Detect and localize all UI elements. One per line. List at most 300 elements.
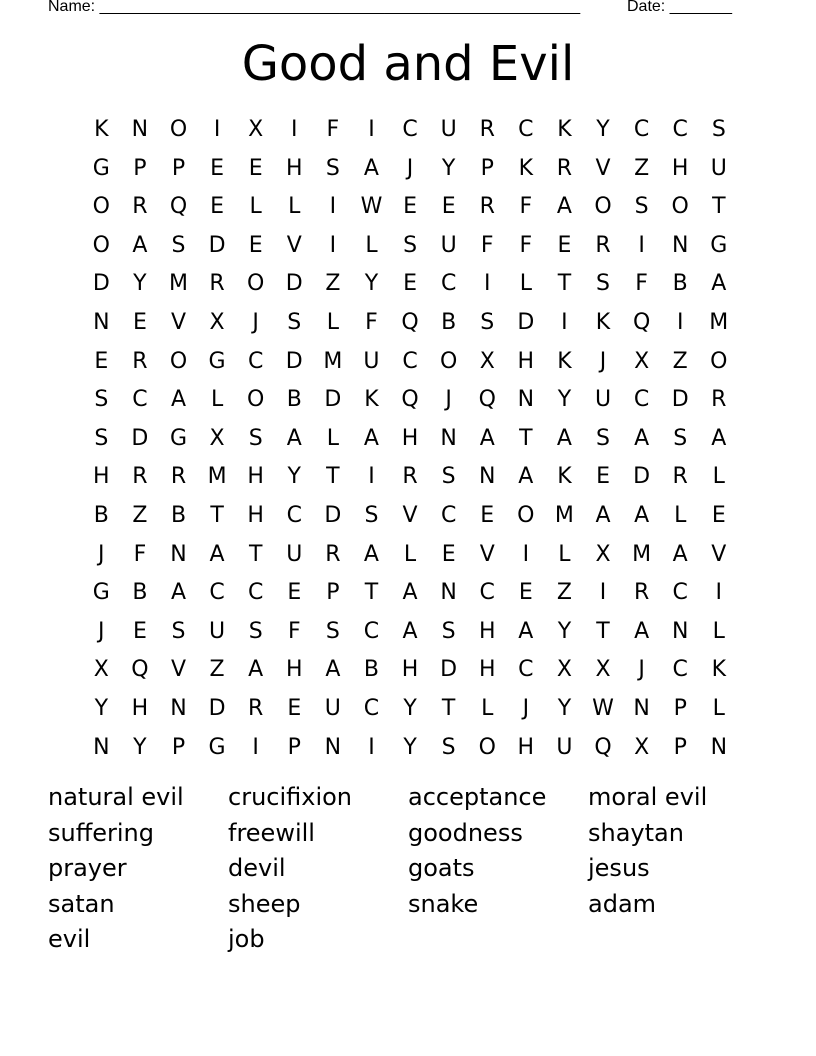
puzzle-title: Good and Evil: [241, 36, 575, 92]
grid-letter: R: [672, 464, 688, 490]
grid-letter: N: [633, 695, 650, 721]
grid-letter: Y: [441, 155, 456, 181]
grid-letter: F: [519, 232, 533, 258]
grid-letter: O: [169, 348, 188, 374]
grid-letter: A: [518, 618, 534, 644]
grid-letter: V: [170, 657, 187, 683]
grid-letter: T: [712, 194, 726, 220]
grid-row: [82, 343, 738, 382]
grid-letter: R: [132, 194, 148, 220]
grid-letter: I: [368, 734, 375, 760]
word-bank-item: goats: [408, 854, 475, 882]
grid-letter: U: [324, 695, 341, 721]
grid-letter: C: [672, 580, 688, 606]
grid-letter: C: [672, 657, 688, 683]
grid-letter: U: [440, 117, 457, 142]
grid-letter: K: [94, 117, 109, 142]
grid-letter: V: [479, 541, 495, 567]
grid-letter: I: [561, 309, 568, 335]
grid-letter: C: [247, 580, 264, 606]
grid-letter: P: [171, 155, 186, 181]
grid-letter: R: [711, 387, 727, 413]
grid-letter: O: [671, 194, 689, 220]
grid-letter: N: [440, 580, 457, 606]
grid-letter: Y: [287, 464, 301, 490]
grid-letter: L: [365, 232, 378, 258]
word-bank-row: [48, 816, 768, 852]
grid-letter: S: [171, 618, 186, 644]
grid-letter: A: [325, 657, 341, 683]
grid-letter: X: [595, 657, 611, 683]
grid-letter: X: [248, 117, 264, 142]
grid-row: [82, 497, 738, 536]
grid-letter: T: [210, 502, 224, 528]
grid-letter: I: [522, 541, 530, 567]
grid-letter: K: [595, 309, 611, 335]
grid-letter: S: [634, 194, 649, 220]
grid-letter: L: [249, 194, 262, 220]
grid-letter: M: [323, 348, 343, 374]
grid-row: [82, 458, 738, 497]
grid-letter: G: [169, 425, 188, 451]
word-bank-item: shaytan: [588, 818, 684, 847]
grid-letter: S: [94, 387, 109, 413]
grid-letter: K: [518, 155, 534, 181]
grid-letter: U: [710, 155, 727, 181]
grid-letter: D: [324, 387, 342, 413]
date-field-label: Date: _______: [627, 0, 732, 15]
grid-letter: V: [402, 502, 418, 528]
grid-letter: A: [170, 580, 187, 606]
grid-letter: Y: [596, 117, 610, 142]
grid-letter: E: [248, 155, 263, 181]
grid-letter: I: [291, 117, 298, 142]
word-bank-item: sheep: [228, 889, 301, 918]
grid-letter: A: [363, 155, 379, 181]
grid-letter: C: [518, 117, 534, 142]
grid-letter: L: [712, 464, 725, 490]
grid-letter: N: [324, 734, 342, 760]
grid-letter: K: [557, 117, 572, 142]
grid-letter: I: [638, 232, 645, 258]
grid-letter: K: [711, 657, 727, 683]
grid-letter: Z: [132, 502, 148, 528]
grid-letter: F: [635, 271, 648, 297]
grid-letter: L: [558, 541, 571, 567]
word-bank-item: devil: [228, 854, 286, 882]
grid-letter: E: [248, 232, 263, 258]
grid-letter: O: [439, 348, 458, 374]
grid-letter: C: [633, 117, 650, 142]
grid-letter: A: [363, 541, 379, 567]
grid-letter: R: [479, 194, 495, 220]
grid-letter: K: [557, 464, 572, 490]
grid-letter: V: [711, 541, 727, 567]
grid-row: [82, 111, 738, 150]
grid-letter: L: [519, 271, 532, 297]
grid-letter: S: [673, 425, 688, 451]
grid-row: [82, 729, 738, 768]
grid-letter: A: [170, 387, 187, 413]
grid-letter: C: [132, 387, 148, 413]
grid-letter: Z: [209, 657, 225, 683]
grid-letter: O: [517, 502, 535, 528]
grid-letter: Z: [672, 348, 688, 374]
grid-letter: S: [441, 734, 456, 760]
grid-letter: S: [171, 232, 186, 258]
grid-letter: F: [480, 232, 494, 258]
grid-letter: P: [480, 155, 494, 181]
word-bank-item: natural evil: [48, 783, 184, 811]
grid-letter: F: [287, 618, 301, 644]
grid-row: [82, 420, 738, 459]
grid-letter: O: [169, 117, 188, 142]
word-bank-item: crucifixion: [228, 783, 353, 811]
grid-letter: C: [440, 271, 457, 297]
grid-letter: H: [478, 657, 496, 683]
grid-letter: A: [479, 425, 495, 451]
grid-letter: J: [98, 541, 105, 567]
grid-letter: B: [170, 502, 187, 528]
grid-letter: R: [633, 580, 650, 606]
grid-letter: N: [671, 618, 689, 644]
grid-letter: B: [286, 387, 302, 413]
grid-letter: X: [595, 541, 611, 567]
grid-letter: S: [596, 271, 610, 297]
grid-letter: E: [403, 271, 417, 297]
grid-letter: A: [402, 580, 418, 606]
grid-letter: R: [595, 232, 611, 258]
grid-letter: P: [673, 695, 687, 721]
grid-letter: T: [557, 271, 572, 297]
grid-letter: H: [285, 155, 303, 181]
grid-letter: E: [132, 309, 147, 335]
grid-letter: L: [712, 618, 725, 644]
grid-letter: A: [711, 425, 727, 451]
grid-letter: N: [170, 541, 187, 567]
grid-letter: H: [478, 618, 496, 644]
grid-letter: Y: [133, 271, 147, 297]
grid-letter: S: [596, 425, 610, 451]
grid-letter: S: [94, 425, 109, 451]
grid-letter: A: [286, 425, 302, 451]
grid-letter: I: [329, 194, 337, 220]
grid-letter: Q: [401, 309, 419, 335]
grid-row: [82, 304, 738, 343]
word-bank-item: acceptance: [408, 783, 547, 811]
grid-letter: D: [517, 309, 535, 335]
word-bank: [48, 780, 768, 958]
grid-letter: L: [288, 194, 301, 220]
grid-letter: N: [170, 695, 187, 721]
grid-letter: S: [248, 425, 263, 451]
grid-letter: D: [131, 425, 149, 451]
grid-letter: J: [252, 309, 259, 335]
grid-letter: L: [326, 309, 339, 335]
grid-letter: T: [596, 618, 610, 644]
grid-letter: M: [168, 271, 188, 297]
grid-letter: H: [93, 464, 110, 490]
grid-letter: L: [403, 541, 417, 567]
grid-letter: I: [599, 580, 607, 606]
word-bank-item: moral evil: [588, 783, 708, 811]
grid-letter: Q: [131, 657, 149, 683]
grid-row: [82, 227, 738, 266]
word-bank-row: [48, 780, 768, 816]
grid-letter: Y: [403, 734, 417, 760]
grid-letter: X: [209, 425, 225, 451]
grid-letter: Y: [364, 271, 379, 297]
grid-letter: O: [710, 348, 728, 374]
grid-letter: H: [285, 657, 303, 683]
grid-letter: I: [715, 580, 723, 606]
grid-letter: A: [556, 194, 572, 220]
grid-letter: I: [368, 464, 375, 490]
grid-row: [82, 574, 738, 613]
grid-letter: B: [672, 271, 688, 297]
grid-row: [82, 536, 738, 575]
grid-letter: P: [673, 734, 687, 760]
grid-letter: L: [210, 387, 224, 413]
grid-letter: T: [441, 695, 456, 721]
grid-letter: G: [208, 734, 226, 760]
grid-letter: F: [519, 194, 533, 220]
grid-letter: S: [325, 155, 340, 181]
grid-letter: D: [208, 232, 226, 258]
word-bank-item: snake: [408, 889, 479, 918]
grid-letter: C: [363, 695, 380, 721]
word-bank-row: [48, 887, 768, 923]
grid-letter: K: [364, 387, 379, 413]
word-bank-item: goodness: [408, 818, 523, 847]
grid-letter: I: [368, 117, 375, 142]
word-bank-item: prayer: [48, 854, 127, 882]
grid-letter: X: [634, 348, 650, 374]
grid-row: [82, 150, 738, 189]
grid-letter: L: [481, 695, 494, 721]
grid-letter: E: [210, 194, 225, 220]
grid-letter: G: [92, 580, 110, 606]
grid-letter: X: [479, 348, 495, 374]
grid-letter: S: [364, 502, 379, 528]
grid-letter: E: [132, 618, 147, 644]
grid-letter: I: [213, 117, 221, 142]
grid-letter: R: [248, 695, 264, 721]
grid-letter: Y: [133, 734, 147, 760]
grid-letter: C: [286, 502, 302, 528]
grid-letter: T: [248, 541, 263, 567]
grid-letter: A: [248, 657, 264, 683]
grid-letter: X: [93, 657, 109, 683]
grid-letter: C: [633, 387, 650, 413]
word-bank-item: suffering: [48, 818, 154, 847]
grid-letter: M: [554, 502, 574, 528]
grid-letter: A: [556, 425, 572, 451]
word-bank-item: job: [228, 925, 265, 953]
grid-letter: D: [208, 695, 226, 721]
grid-letter: D: [285, 348, 303, 374]
grid-letter: G: [710, 232, 728, 258]
grid-row: [82, 613, 738, 652]
grid-letter: H: [247, 464, 264, 490]
grid-row: [82, 690, 738, 729]
grid-letter: V: [595, 155, 611, 181]
grid-letter: O: [247, 387, 265, 413]
grid-letter: R: [132, 348, 148, 374]
grid-letter: L: [326, 425, 339, 451]
grid-letter: C: [672, 117, 688, 142]
grid-letter: B: [93, 502, 109, 528]
grid-letter: R: [325, 541, 341, 567]
grid-letter: A: [634, 502, 650, 528]
grid-letter: N: [93, 734, 110, 760]
grid-letter: Z: [556, 580, 572, 606]
word-bank-item: jesus: [588, 854, 650, 882]
grid-letter: E: [441, 541, 456, 567]
word-bank-item: satan: [48, 889, 115, 918]
grid-letter: J: [522, 695, 530, 721]
grid-letter: G: [208, 348, 226, 374]
grid-letter: I: [483, 271, 491, 297]
grid-row: [82, 381, 738, 420]
grid-letter: A: [209, 541, 225, 567]
word-bank-item: freewill: [228, 818, 315, 847]
grid-letter: O: [247, 271, 265, 297]
grid-letter: I: [252, 734, 259, 760]
grid-letter: A: [363, 425, 379, 451]
grid-letter: S: [711, 117, 726, 142]
grid-letter: A: [518, 464, 534, 490]
grid-letter: U: [363, 348, 380, 374]
grid-letter: R: [170, 464, 187, 490]
word-bank-item: evil: [48, 925, 91, 953]
grid-letter: N: [710, 734, 728, 760]
grid-row: [82, 265, 738, 304]
grid-letter: V: [170, 309, 187, 335]
grid-letter: M: [632, 541, 652, 567]
grid-letter: X: [556, 657, 572, 683]
grid-letter: P: [171, 734, 186, 760]
grid-row: [82, 188, 738, 227]
grid-letter: Q: [169, 194, 188, 220]
grid-letter: D: [324, 502, 342, 528]
grid-letter: E: [596, 464, 610, 490]
grid-letter: A: [672, 541, 688, 567]
grid-letter: I: [329, 232, 337, 258]
grid-letter: M: [207, 464, 227, 490]
grid-letter: S: [441, 618, 456, 644]
grid-letter: A: [132, 232, 148, 258]
grid-letter: Z: [325, 271, 341, 297]
grid-letter: Y: [557, 695, 572, 721]
grid-letter: R: [402, 464, 418, 490]
grid-letter: Z: [634, 155, 650, 181]
grid-letter: F: [365, 309, 378, 335]
grid-letter: V: [286, 232, 302, 258]
grid-letter: O: [594, 194, 612, 220]
grid-row: [82, 651, 738, 690]
grid-letter: C: [440, 502, 457, 528]
letter-grid: [82, 111, 738, 767]
grid-letter: Y: [557, 618, 572, 644]
grid-letter: N: [517, 387, 535, 413]
grid-letter: R: [479, 117, 495, 142]
grid-letter: N: [440, 425, 457, 451]
grid-letter: J: [406, 155, 414, 181]
grid-letter: O: [478, 734, 496, 760]
grid-letter: J: [445, 387, 452, 413]
grid-letter: E: [711, 502, 726, 528]
grid-letter: C: [402, 117, 418, 142]
grid-letter: E: [441, 194, 456, 220]
grid-letter: D: [633, 464, 651, 490]
grid-letter: O: [92, 194, 110, 220]
grid-letter: S: [441, 464, 456, 490]
grid-letter: F: [326, 117, 340, 142]
grid-letter: Q: [594, 734, 612, 760]
name-field-label: Name: ______________________________________________________: [48, 0, 581, 15]
grid-letter: E: [557, 232, 572, 258]
grid-letter: J: [599, 348, 607, 374]
grid-letter: R: [209, 271, 225, 297]
grid-letter: H: [671, 155, 689, 181]
grid-letter: Q: [478, 387, 496, 413]
grid-letter: Y: [403, 695, 417, 721]
grid-letter: T: [519, 425, 533, 451]
grid-letter: K: [557, 348, 572, 374]
grid-letter: D: [440, 657, 458, 683]
grid-letter: P: [287, 734, 301, 760]
grid-letter: A: [595, 502, 611, 528]
header: [48, 0, 748, 18]
grid-letter: A: [402, 618, 418, 644]
grid-letter: L: [674, 502, 687, 528]
grid-letter: X: [634, 734, 650, 760]
grid-letter: F: [133, 541, 147, 567]
grid-letter: N: [671, 232, 689, 258]
grid-letter: S: [325, 618, 340, 644]
grid-letter: U: [594, 387, 612, 413]
grid-letter: H: [247, 502, 264, 528]
grid-letter: B: [363, 657, 379, 683]
grid-letter: D: [285, 271, 303, 297]
grid-letter: Q: [632, 309, 651, 335]
grid-letter: N: [131, 117, 149, 142]
grid-letter: Q: [401, 387, 419, 413]
grid-letter: A: [634, 618, 650, 644]
grid-letter: H: [517, 734, 535, 760]
grid-letter: C: [247, 348, 264, 374]
grid-letter: N: [479, 464, 496, 490]
grid-letter: P: [326, 580, 340, 606]
grid-letter: E: [480, 502, 495, 528]
grid-letter: W: [360, 194, 383, 220]
word-bank-item: adam: [588, 889, 657, 918]
grid-letter: S: [480, 309, 495, 335]
grid-letter: E: [94, 348, 109, 374]
grid-letter: D: [671, 387, 689, 413]
grid-letter: S: [403, 232, 418, 258]
grid-letter: T: [364, 580, 379, 606]
grid-letter: C: [479, 580, 495, 606]
grid-letter: A: [711, 271, 727, 297]
grid-letter: S: [287, 309, 302, 335]
grid-letter: B: [132, 580, 148, 606]
grid-letter: C: [518, 657, 534, 683]
grid-letter: Y: [557, 387, 572, 413]
grid-letter: T: [326, 464, 340, 490]
grid-letter: E: [210, 155, 225, 181]
